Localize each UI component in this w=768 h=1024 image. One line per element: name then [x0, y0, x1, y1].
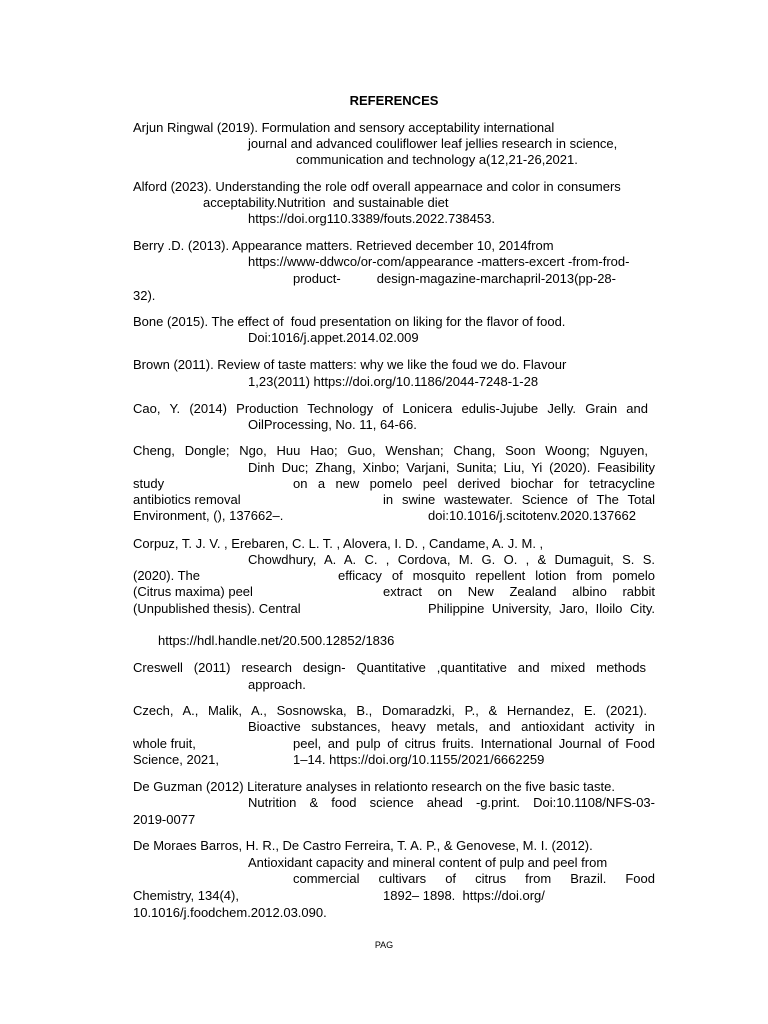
reference-line: Philippine University, Jaro, Iloilo City. [428, 601, 655, 616]
reference-line: Chemistry, 134(4), [133, 888, 239, 903]
reference-line: Creswell (2011) research design- Quantitative ,quantitative and mixed methods [133, 660, 646, 675]
reference-line: Bone (2015). The effect of foud presentation on liking for the flavor of food. [133, 314, 566, 329]
reference-line: Alford (2023). Understanding the role odf overall appearnace and color in consumers [133, 179, 621, 194]
reference-line: doi:10.1016/j.scitotenv.2020.137662 [428, 508, 636, 523]
reference-line: (Citrus maxima) peel [133, 584, 253, 599]
reference-line: product- design-magazine-marchapril-2013(pp-28- [293, 271, 616, 286]
reference-line: study [133, 476, 165, 491]
reference-line: commercial cultivars of citrus from Brazil. Food [293, 871, 655, 886]
reference-line: Nutrition & food science ahead -g.print. Doi:10.1108/NFS-03- [248, 795, 655, 810]
reference-line: OilProcessing, No. 11, 64-66. [248, 417, 417, 432]
reference-line: Dinh Duc; Zhang, Xinbo; Varjani, Sunita; Liu, Yi (2020). Feasibility [248, 460, 655, 475]
reference-line: Science, 2021, [133, 752, 220, 767]
reference-line: 2019-0077 [133, 812, 196, 827]
reference-link[interactable]: https://hdl.handle.net/20.500.12852/1836 [158, 633, 395, 648]
reference-line: Berry .D. (2013). Appearance matters. Retrieved december 10, 2014from [133, 238, 554, 253]
reference-line: 1,23(2011) https://doi.org/10.1186/2044-7248-1-28 [248, 374, 539, 389]
reference-line: acceptability.Nutrition and sustainable diet [203, 195, 449, 210]
reference-line: 32). [133, 288, 156, 303]
reference-line: whole fruit, [133, 736, 196, 751]
page-footer: PAG [374, 940, 394, 950]
reference-line: 1–14. https://doi.org/10.1155/2021/6662259 [293, 752, 545, 767]
reference-line: (Unpublished thesis). Central [133, 601, 301, 616]
reference-line: https://doi.org110.3389/fouts.2022.738453. [248, 211, 495, 226]
reference-line: 1892– 1898. https://doi.org/ [383, 888, 545, 903]
reference-line: 10.1016/j.foodchem.2012.03.090. [133, 905, 327, 920]
reference-line: Doi:1016/j.appet.2014.02.009 [248, 330, 419, 345]
reference-line: (2020). The [133, 568, 200, 583]
page-title: REFERENCES [349, 93, 439, 108]
reference-line: Cao, Y. (2014) Production Technology of Lonicera edulis-Jujube Jelly. Grain and [133, 401, 648, 416]
reference-line: Environment, (), 137662–. [133, 508, 284, 523]
reference-line: De Guzman (2012) Literature analyses in relationto research on the five basic taste. [133, 779, 615, 794]
reference-line: in swine wastewater. Science of The Total [383, 492, 655, 507]
reference-line: De Moraes Barros, H. R., De Castro Ferreira, T. A. P., & Genovese, M. I. (2012). [133, 838, 593, 853]
reference-line: efficacy of mosquito repellent lotion from pomelo [338, 568, 655, 583]
reference-line: peel, and pulp of citrus fruits. International Journal of Food [293, 736, 655, 751]
reference-line: https://www-ddwco/or-com/appearance -matters-excert -from-frod- [248, 254, 630, 269]
reference-line: antibiotics removal [133, 492, 241, 507]
reference-line: Antioxidant capacity and mineral content of pulp and peel from [248, 855, 608, 870]
reference-line: Czech, A., Malik, A., Sosnowska, B., Domaradzki, P., & Hernandez, E. (2021). [133, 703, 647, 718]
reference-line: communication and technology a(12,21-26,2021. [296, 152, 578, 167]
reference-line: Corpuz, T. J. V. , Erebaren, C. L. T. , Alovera, I. D. , Candame, A. J. M. , [133, 536, 544, 551]
reference-line: Brown (2011). Review of taste matters: why we like the foud we do. Flavour [133, 357, 567, 372]
reference-line: on a new pomelo peel derived biochar for tetracycline [293, 476, 655, 491]
reference-line: extract on New Zealand albino rabbit [383, 584, 655, 599]
reference-line: Chowdhury, A. A. C. , Cordova, M. G. O. , & Dumaguit, S. S. [248, 552, 655, 567]
reference-line: Cheng, Dongle; Ngo, Huu Hao; Guo, Wenshan; Chang, Soon Woong; Nguyen, [133, 443, 648, 458]
reference-line: journal and advanced couliflower leaf jellies research in science, [248, 136, 618, 151]
reference-line: Bioactive substances, heavy metals, and antioxidant activity in [248, 719, 655, 734]
reference-line: approach. [248, 677, 306, 692]
reference-line: Arjun Ringwal (2019). Formulation and sensory acceptability international [133, 120, 555, 135]
